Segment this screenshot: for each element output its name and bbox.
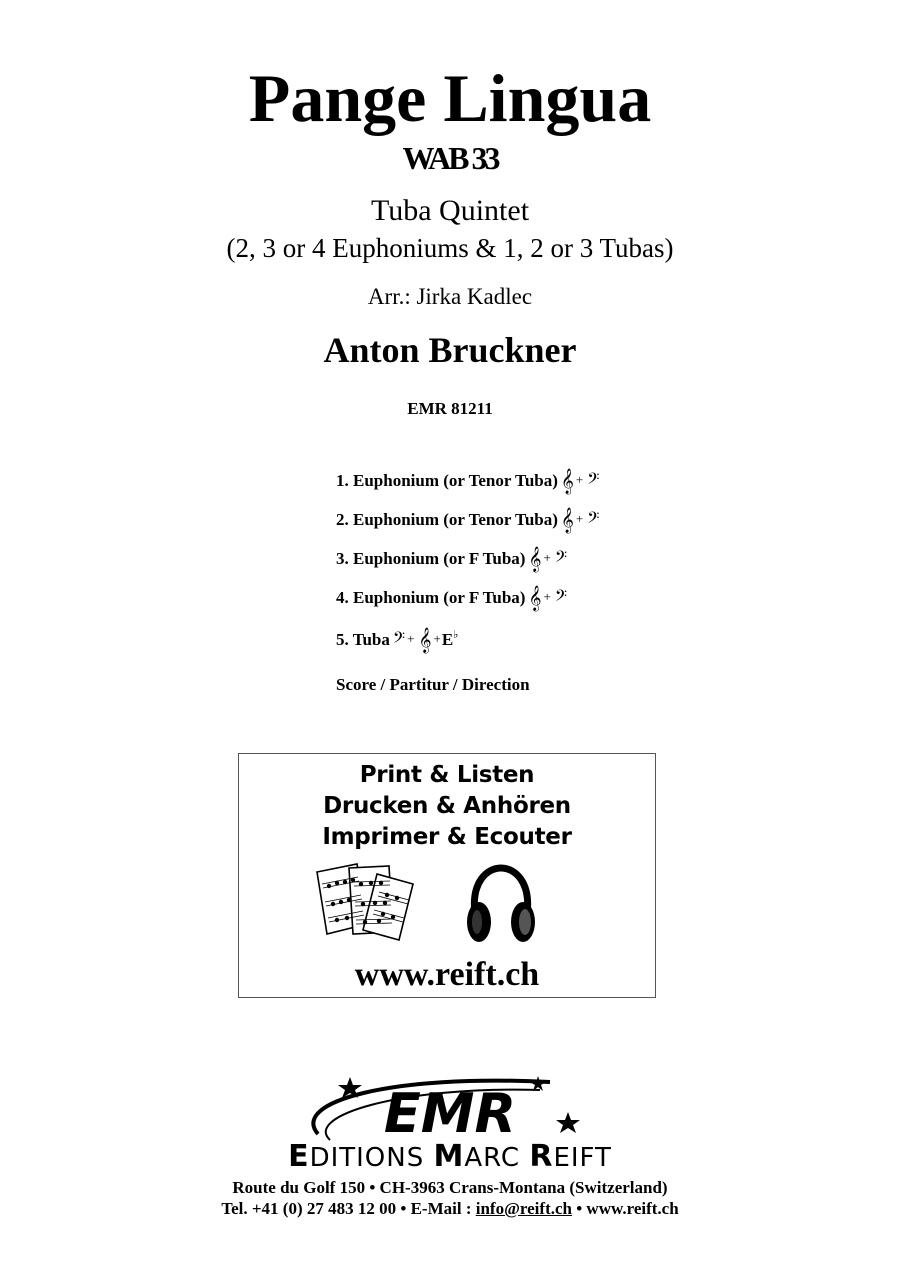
- drucken-anhoeren-line: Drucken & Anhören: [323, 793, 571, 819]
- bass-clef-icon: 𝄢: [587, 470, 600, 492]
- instrumentation: (2, 3 or 4 Euphoniums & 1, 2 or 3 Tubas): [226, 233, 674, 263]
- part-item: [336, 468, 599, 494]
- publisher-name-rest: ARC: [464, 1143, 530, 1173]
- plus-sign: +: [575, 472, 584, 487]
- publisher-name-cap: E: [288, 1139, 310, 1174]
- treble-clef-icon: 𝄞: [528, 547, 542, 572]
- emr-logo-text: EMR: [383, 1082, 517, 1145]
- part-label: 1. Euphonium (or Tenor Tuba): [336, 471, 558, 490]
- composer: Anton Bruckner: [323, 330, 577, 370]
- score-line: Score / Partitur / Direction: [336, 675, 530, 694]
- plus-sign: +: [407, 631, 415, 646]
- part-item: [336, 623, 458, 653]
- contact-website[interactable]: • www.reift.ch: [571, 1199, 679, 1218]
- work-number: WAB 33: [402, 140, 498, 176]
- treble-clef-icon: 𝄞: [418, 628, 432, 653]
- plus-sign: +: [543, 550, 551, 565]
- part-item: [336, 585, 567, 611]
- publisher-name-cap: R: [529, 1139, 554, 1174]
- headphones-icon: [465, 864, 537, 946]
- flat-icon: ♭: [453, 628, 459, 641]
- treble-clef-icon: 𝄞: [528, 586, 542, 611]
- publisher-name-cap: M: [433, 1139, 465, 1174]
- plus-sign: +: [433, 631, 441, 646]
- plus-sign: +: [543, 589, 551, 604]
- e-flat-label: E: [441, 630, 454, 649]
- print-listen-url[interactable]: www.reift.ch: [354, 956, 540, 993]
- part-label: 2. Euphonium (or Tenor Tuba): [336, 510, 558, 529]
- part-item: [336, 507, 599, 533]
- print-listen-line: Print & Listen: [359, 762, 535, 788]
- ensemble: Tuba Quintet: [370, 194, 530, 227]
- plus-sign: +: [575, 511, 584, 526]
- publisher-address: Route du Golf 150 • CH-3963 Crans-Montana (Switzerland): [232, 1178, 668, 1197]
- bass-clef-icon: 𝄢: [587, 509, 600, 531]
- publisher-contact: [0, 1198, 900, 1220]
- bass-clef-icon: 𝄢: [392, 629, 406, 651]
- bass-clef-icon: 𝄢: [554, 548, 568, 570]
- arranger: Arr.: Jirka Kadlec: [367, 284, 533, 309]
- catalog-number: EMR 81211: [407, 399, 493, 418]
- print-listen-box: [238, 753, 656, 998]
- contact-phone: Tel. +41 (0) 27 483 12 00 • E-Mail :: [221, 1199, 476, 1218]
- part-label: 4. Euphonium (or F Tuba): [336, 588, 526, 607]
- part-label: 3. Euphonium (or F Tuba): [336, 549, 526, 568]
- part-label: 5. Tuba: [336, 630, 390, 649]
- sheet-music-icon: [313, 862, 423, 942]
- bass-clef-icon: 𝄢: [554, 587, 568, 609]
- publisher-name-rest: EIFT: [553, 1143, 612, 1173]
- publisher-name-rest: DITIONS: [309, 1143, 434, 1173]
- publisher-name: [0, 1139, 900, 1174]
- email-link[interactable]: info@reift.ch: [475, 1199, 572, 1218]
- imprimer-ecouter-line: Imprimer & Ecouter: [322, 824, 572, 850]
- title: Pange Lingua: [248, 60, 652, 136]
- part-item: [336, 546, 567, 572]
- treble-clef-icon: 𝄞: [560, 508, 574, 533]
- treble-clef-icon: 𝄞: [560, 469, 574, 494]
